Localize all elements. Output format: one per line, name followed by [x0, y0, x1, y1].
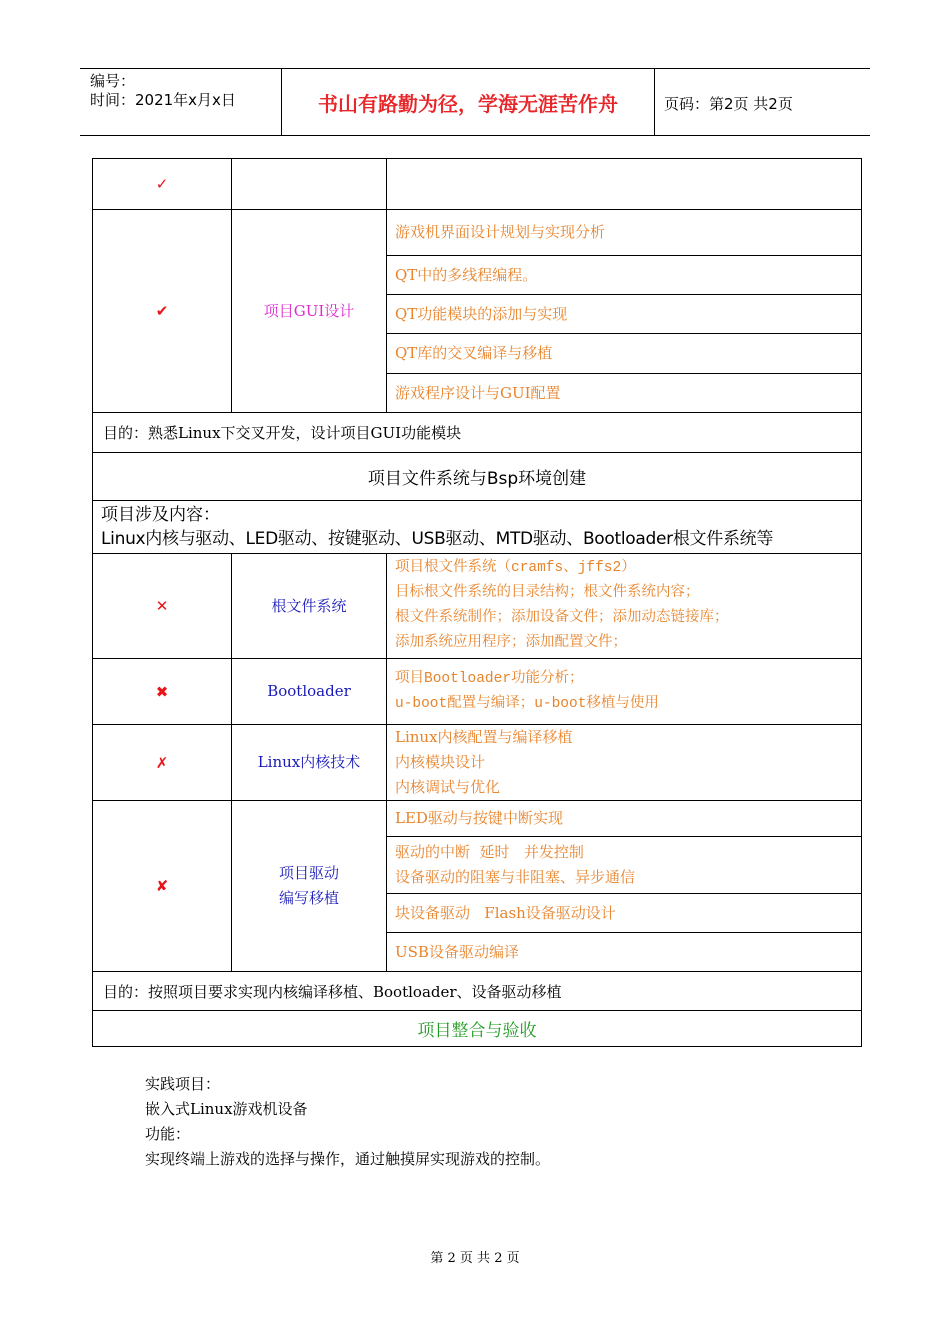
function-text: 实现终端上游戏的选择与操作，通过触摸屏实现游戏的控制。 — [145, 1150, 551, 1168]
practice-label: 实践项目： — [145, 1075, 221, 1093]
function-label: 功能： — [145, 1125, 191, 1143]
bootloader-details: 项目Bootloader功能分析； u-boot配置与编译；u-boot移植与使用 — [387, 659, 862, 725]
table-row — [93, 1011, 862, 1047]
driver-purpose: 目的：按照项目要求实现内核编译移植、Bootloader、设备驱动移植 — [93, 972, 862, 1011]
table-row — [93, 210, 862, 256]
driver-item: 驱动的中断 延时 并发控制 设备驱动的阻塞与非阻塞、异步通信 — [387, 837, 862, 894]
practice-name: 嵌入式Linux游戏机设备 — [145, 1100, 308, 1118]
check-mark-icon: ✓ — [93, 159, 232, 210]
header-page-info: 页码：第2页 共2页 — [664, 95, 793, 113]
gui-topic: 项目GUI设计 — [232, 210, 387, 413]
driver-item: LED驱动与按键中断实现 — [387, 801, 862, 837]
table-row — [93, 501, 862, 554]
bootloader-topic: Bootloader — [232, 659, 387, 725]
cross-mark-icon: ✕ — [93, 554, 232, 659]
heavy-ballot-x-icon: ✘ — [93, 801, 232, 972]
table-row — [93, 725, 862, 801]
gui-item: QT功能模块的添加与实现 — [387, 295, 862, 334]
kernel-details: Linux内核配置与编译移植 内核模块设计 内核调试与优化 — [387, 725, 862, 801]
header-meta — [90, 72, 236, 110]
page-footer: 第 2 页 共 2 页 — [430, 1251, 520, 1266]
kernel-topic: Linux内核技术 — [232, 725, 387, 801]
table-row — [93, 659, 862, 725]
final-section-title: 项目整合与验收 — [93, 1011, 862, 1047]
heavy-check-mark-icon: ✔ — [93, 210, 232, 413]
number-label: 编号： — [90, 72, 136, 90]
table-row — [93, 554, 862, 659]
involve-title: 项目涉及内容： — [101, 505, 220, 525]
driver-item: 块设备驱动 Flash设备驱动设计 — [387, 894, 862, 933]
header-motto: 书山有路勤为径，学海无涯苦作舟 — [318, 92, 618, 116]
gui-item: 游戏程序设计与GUI配置 — [387, 374, 862, 413]
ballot-x-icon: ✗ — [93, 725, 232, 801]
table-row — [93, 801, 862, 837]
header-top-border — [80, 68, 870, 69]
rootfs-details: 项目根文件系统（cramfs、jffs2） 目标根文件系统的目录结构；根文件系统内容； 根文件系统制作；添加设备文件；添加动态链接库； 添加系统应用程序；添加配置文件； — [387, 554, 862, 659]
header-bottom-border — [80, 135, 870, 136]
heavy-x-mark-icon: ✖ — [93, 659, 232, 725]
header-divider-2 — [654, 68, 655, 136]
practice-section — [145, 1072, 550, 1172]
involve-content — [93, 501, 862, 554]
table-row — [93, 159, 862, 210]
involve-text: Linux内核与驱动、LED驱动、按键驱动、USB驱动、MTD驱动、Bootloader根文件系统等 — [101, 529, 774, 549]
driver-item: USB设备驱动编译 — [387, 933, 862, 972]
section-title: 项目文件系统与Bsp环境创建 — [93, 453, 862, 501]
course-table — [92, 158, 862, 1047]
table-row — [93, 453, 862, 501]
table-row — [93, 413, 862, 453]
gui-item: QT中的多线程编程。 — [387, 256, 862, 295]
gui-item: 游戏机界面设计规划与实现分析 — [387, 210, 862, 256]
gui-item: QT库的交叉编译与移植 — [387, 334, 862, 374]
driver-topic: 项目驱动 编写移植 — [232, 801, 387, 972]
gui-purpose: 目的：熟悉Linux下交叉开发，设计项目GUI功能模块 — [93, 413, 862, 453]
rootfs-topic: 根文件系统 — [232, 554, 387, 659]
time-label: 时间：2021年x月x日 — [90, 91, 236, 109]
table-row — [93, 972, 862, 1011]
